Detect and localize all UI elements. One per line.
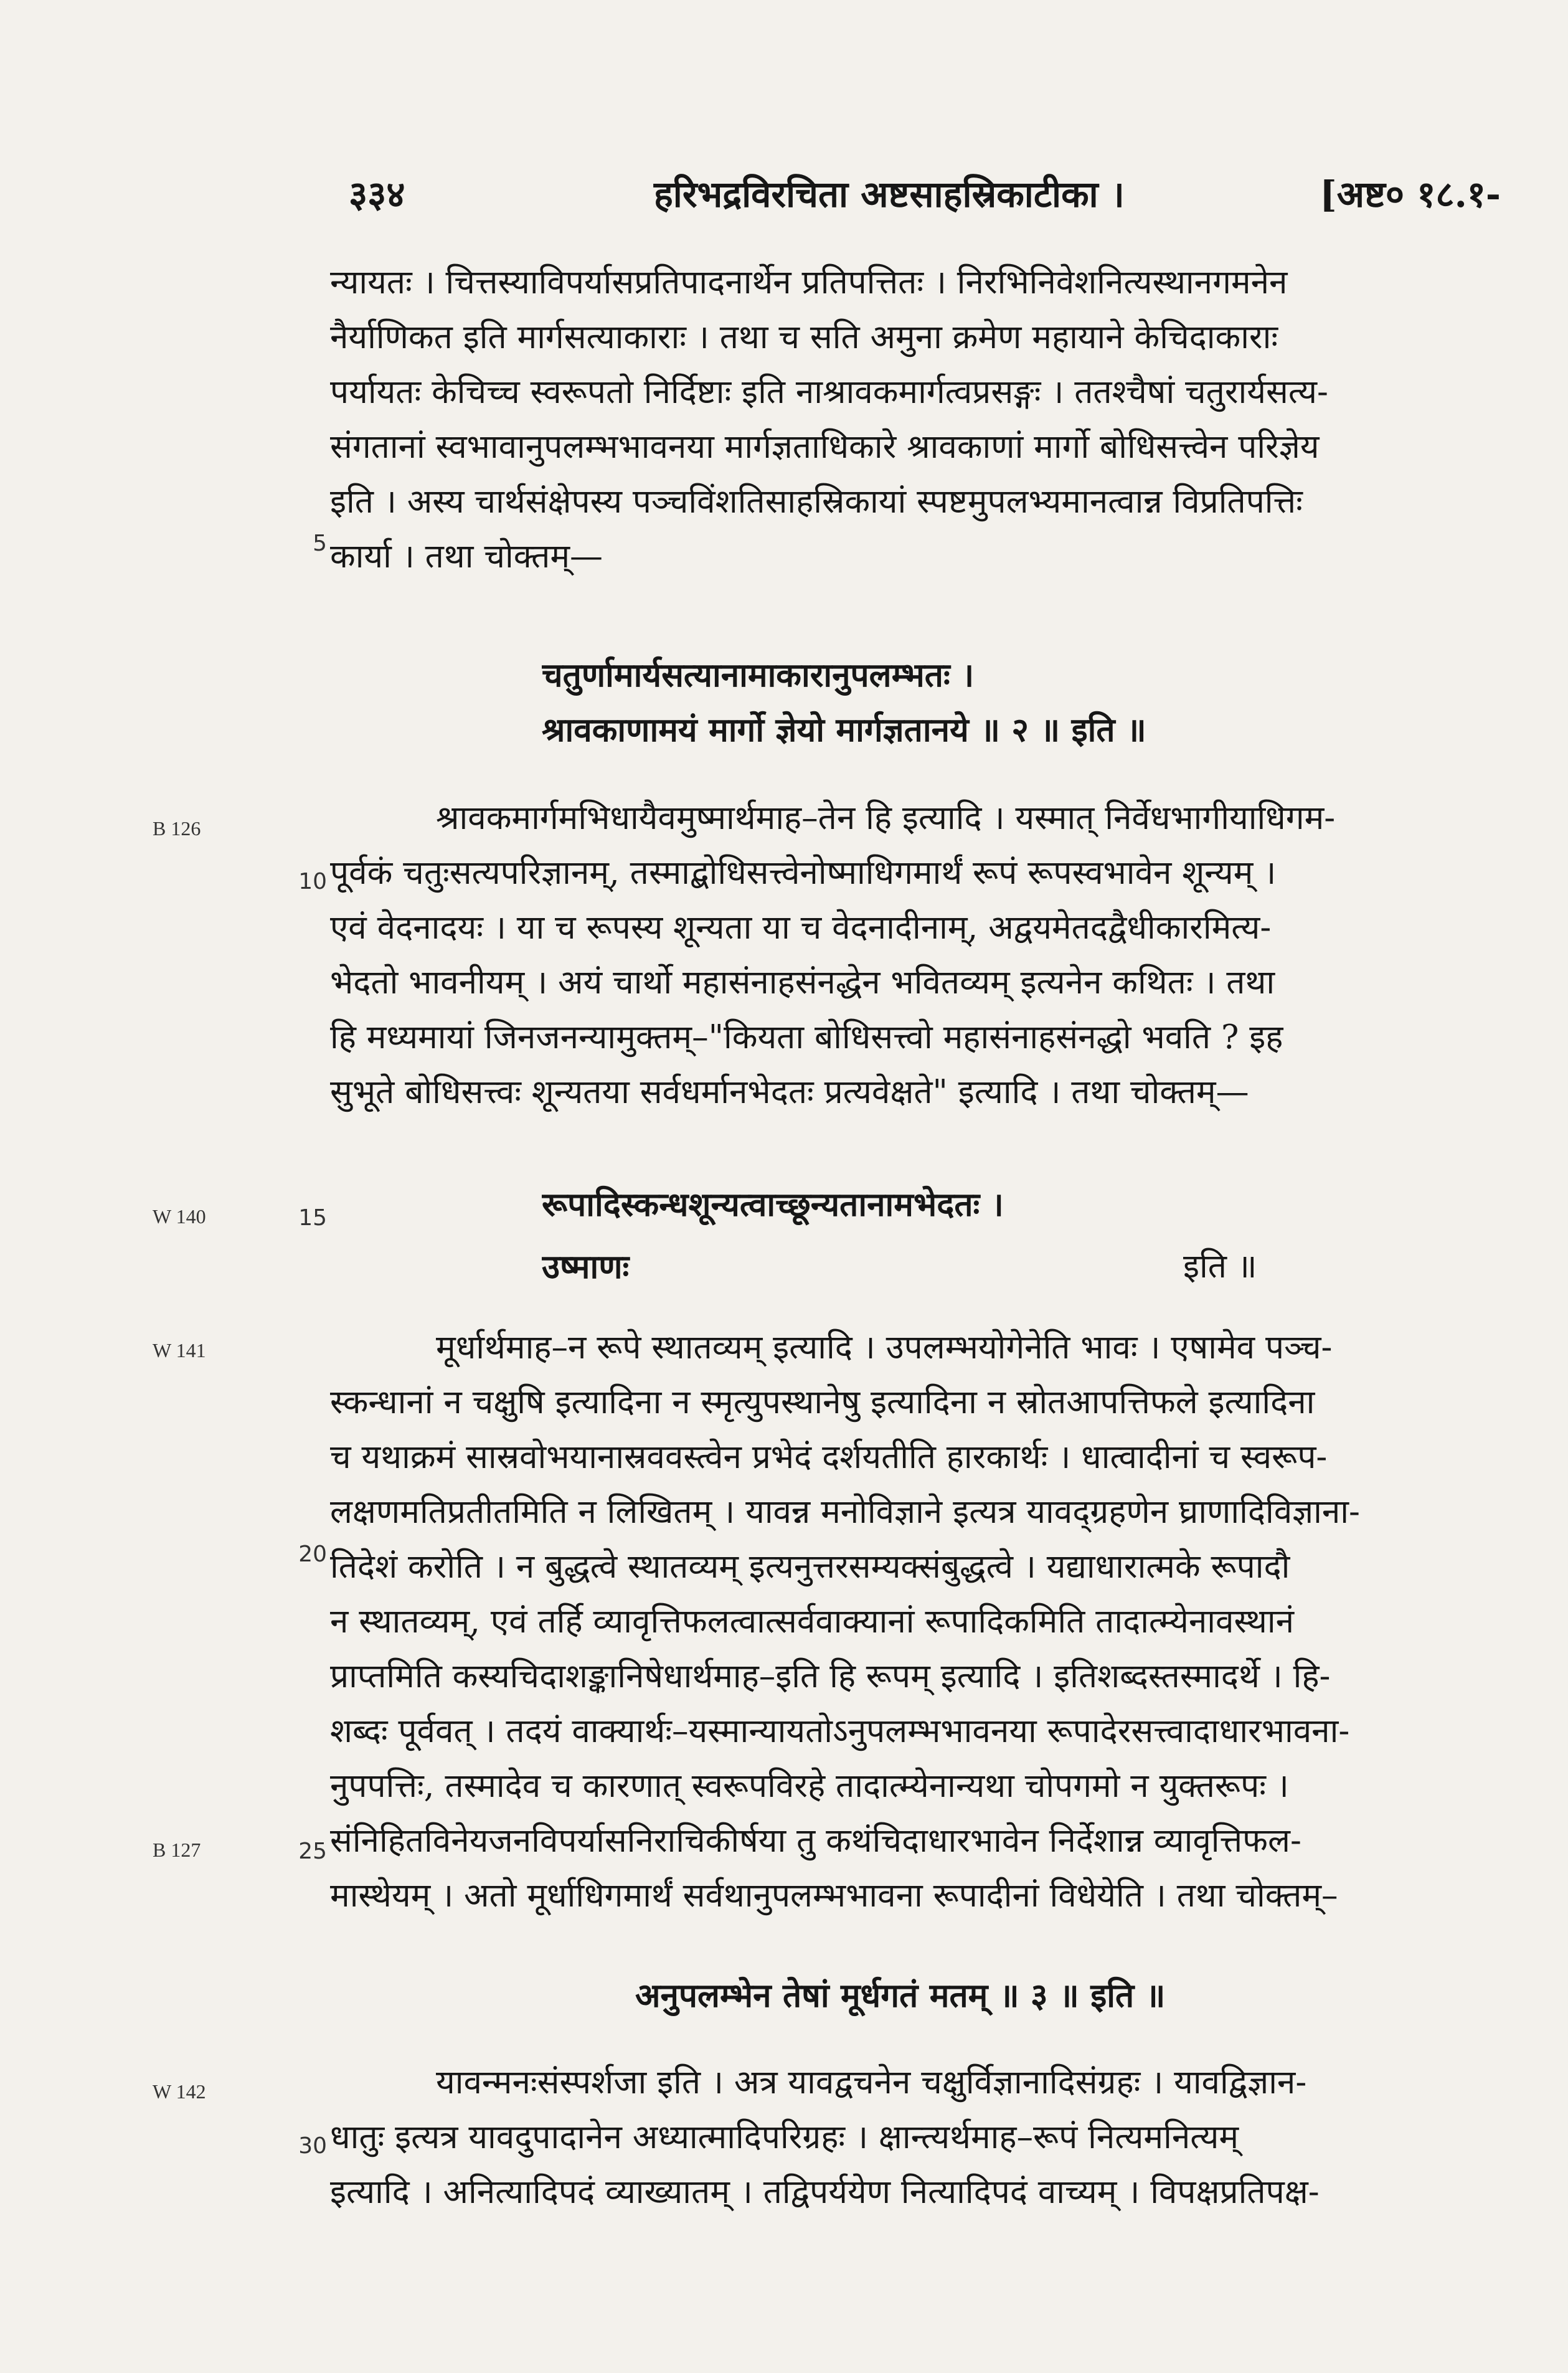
line-number: 20 [298,1542,327,1567]
page-number: ३३४ [349,173,405,216]
verse-end: इति ॥ [1183,1248,1257,1286]
text-line: मास्थेयम् । अतो मूर्धाधिगमार्थं सर्वथानुपलम्भभावना रूपादीनां विधेयेति । तथा चोक्तम्– [330,1877,1338,1915]
text-line: पूर्वकं चतुःसत्यपरिज्ञानम्, तस्माद्बोधिसत्त्वेनोष्माधिगमार्थं रूपं रूपस्वभावेन शून्यम् । [330,854,1277,892]
text-line: संनिहितविनेयजनविपर्यासनिराचिकीर्षया तु कथंचिदाधारभावेन निर्देशान्न व्यावृत्तिफल- [330,1822,1301,1860]
verse-line: उष्माणः [542,1248,630,1286]
text-line: शब्दः पूर्ववत् । तदयं वाक्यार्थः–यस्मान्यायतोऽनुपलम्भभावनया रूपादेरसत्त्वादाधारभावना- [330,1712,1350,1750]
text-line: च यथाक्रमं सास्रवोभयानास्रववस्त्वेन प्रभेदं दर्शयतीति हारकार्थः । धात्वादीनां च स्वरूप- [330,1438,1328,1476]
text-line: धातुः इत्यत्र यावदुपादानेन अध्यात्मादिपरिग्रहः । क्षान्त्यर्थमाह–रूपं नित्यमनित्यम् [330,2118,1239,2156]
line-number: 15 [298,1205,327,1231]
text-line: मूर्धार्थमाह–न रूपे स्थातव्यम् इत्यादि । उपलम्भयोगेनेति भावः । एषामेव पञ्च- [436,1329,1333,1366]
section-reference: [अष्ट० १८.१- [1320,173,1501,216]
text-line: संगतानां स्वभावानुपलम्भभावनया मार्गज्ञताधिकारे श्रावकाणां मार्गो बोधिसत्त्वेन परिज्ञेय [330,428,1320,466]
text-line: लक्षणमतिप्रतीतमिति न लिखितम् । यावन्न मनोविज्ञाने इत्यत्र यावद्ग्रहणेन घ्राणादिविज्ञाना- [330,1493,1360,1531]
text-line: नैर्याणिकत इति मार्गसत्याकाराः । तथा च सति अमुना क्रमेण महायाने केचिदाकाराः [330,318,1278,356]
text-line: इति । अस्य चार्थसंक्षेपस्य पञ्चविंशतिसाहस्रिकायां स्पष्टमुपलभ्यमानत्वान्न विप्रतिपत्तिः [330,483,1303,521]
text-line: सुभूते बोधिसत्त्वः शून्यतया सर्वधर्मानभेदतः प्रत्यवेक्षते" इत्यादि । तथा चोक्तम्— [330,1073,1249,1111]
margin-note-b127: B 127 [153,1839,201,1861]
verse-line: अनुपलम्भेन तेषां मूर्धगतं मतम् ॥ ३ ॥ इति ॥ [635,1976,1166,2015]
text-line: पर्यायतः केचिच्च स्वरूपतो निर्दिष्टाः इति नाश्रावकमार्गत्वप्रसङ्गः । ततश्चैषां चतुरार्यसत्य- [330,373,1328,411]
text-line: इत्यादि । अनित्यादिपदं व्याख्यातम् । तद्विपर्ययेण नित्यादिपदं वाच्यम् । विपक्षप्रतिपक्ष- [330,2173,1320,2211]
text-line: यावन्मनःसंस्पर्शजा इति । अत्र यावद्वचनेन चक्षुर्विज्ञानादिसंग्रहः । यावद्विज्ञान- [436,2063,1307,2101]
text-line: न्यायतः । चित्तस्याविपर्यासप्रतिपादनार्थेन प्रतिपत्तितः । निरभिनिवेशनित्यस्थानगमनेन [330,263,1288,301]
line-number: 25 [298,1839,327,1864]
margin-note-w140: W 140 [153,1205,206,1228]
text-line: हि मध्यमायां जिनजनन्यामुक्तम्–"कियता बोधिसत्त्वो महासंनाहसंनद्धो भवति ? इह [330,1018,1283,1056]
verse-line: रूपादिस्कन्धशून्यत्वाच्छून्यतानामभेदतः । [542,1185,1004,1224]
text-line: तिदेशं करोति । न बुद्धत्वे स्थातव्यम् इत्यनुत्तरसम्यक्संबुद्धत्वे । यद्याधारात्मके रूपादौ [330,1548,1290,1586]
running-title: हरिभद्रविरचिता अष्टसाहस्रिकाटीका । [654,173,1125,216]
line-number: 30 [298,2133,327,2159]
text-line: श्रावकमार्गमभिधायैवमुष्मार्थमाह–तेन हि इत्यादि । यस्मात् निर्वेधभागीयाधिगम- [436,799,1336,837]
text-line: स्कन्धानां न चक्षुषि इत्यादिना न स्मृत्युपस्थानेषु इत्यादिना न स्रोतआपत्तिफले इत्यादिना [330,1383,1315,1421]
margin-note-w142: W 142 [153,2080,206,2103]
text-line: कार्या । तथा चोक्तम्— [330,538,603,575]
text-line: भेदतो भावनीयम् । अयं चार्थो महासंनाहसंनद्धेन भवितव्यम् इत्यनेन कथितः । तथा [330,964,1275,1002]
verse-line: चतुर्णामार्यसत्यानामाकारानुपलम्भतः । [542,656,975,694]
text-line: प्राप्तमिति कस्यचिदाशङ्कानिषेधार्थमाह–इति हि रूपम् इत्यादि । इतिशब्दस्तस्मादर्थे । हि- [330,1657,1331,1695]
text-line: न स्थातव्यम्, एवं तर्हि व्यावृत्तिफलत्वात्सर्ववाक्यानां रूपादिकमिति तादात्म्येनावस्थानं [330,1603,1295,1641]
margin-note-w141: W 141 [153,1339,206,1362]
line-number: 5 [313,531,327,556]
verse-line: श्रावकाणामयं मार्गो ज्ञेयो मार्गज्ञतानये ॥ २ ॥ इति ॥ [542,711,1146,749]
line-number: 10 [298,869,327,894]
margin-note-b126: B 126 [153,817,201,840]
text-line: एवं वेदनादयः । या च रूपस्य शून्यता या च वेदनादीनाम्, अद्वयमेतदद्वैधीकारमित्य- [330,909,1272,947]
page-header [330,168,1526,224]
text-line: नुपपत्तिः, तस्मादेव च कारणात् स्वरूपविरहे तादात्म्येनान्यथा चोपगमो न युक्तरूपः । [330,1767,1289,1805]
